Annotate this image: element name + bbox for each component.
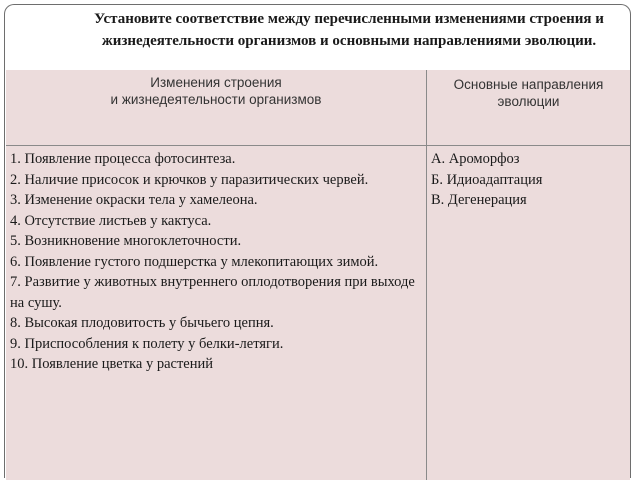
- change-item-8: 8. Высокая плодовитость у бычьего цепня.: [10, 315, 274, 331]
- directions-header-line-1: Основные направления: [453, 77, 604, 92]
- changes-header-line-2: и жизнедеятельности организмов: [110, 92, 322, 107]
- change-item-1: 1. Появление процесса фотосинтеза.: [10, 151, 236, 167]
- directions-list: [431, 149, 626, 211]
- changes-column-header: [6, 74, 426, 108]
- direction-item-a: А. Ароморфоз: [431, 151, 520, 167]
- change-item-10: 10. Появление цветка у растений: [10, 356, 213, 372]
- directions-column-header: [427, 76, 630, 110]
- directions-header-line-2: эволюции: [497, 94, 560, 109]
- change-item-2: 2. Наличие присосок и крючков у паразитических червей.: [10, 171, 369, 188]
- change-item-5: 5. Возникновение многоклеточности.: [10, 233, 242, 249]
- table-column-divider: [426, 70, 427, 480]
- change-item-6: 6. Появление густого подшерстка у млекопитающих зимой.: [10, 253, 379, 270]
- change-item-9: 9. Приспособления к полету у белки-летяги.: [10, 335, 284, 352]
- changes-header-line-1: Изменения строения: [150, 75, 282, 90]
- change-item-4: 4. Отсутствие листьев у кактуса.: [10, 212, 212, 229]
- direction-item-b: Б. Идиоадаптация: [431, 171, 543, 188]
- task-title: Установите соответствие между перечисленными изменениями строения и жизнедеятельности организмов и основными направлениями эволюции.: [94, 11, 604, 49]
- direction-item-c: В. Дегенерация: [431, 192, 527, 208]
- table-header-divider: [6, 145, 630, 146]
- change-item-7: 7. Развитие у животных внутреннего оплодотворения при выходе на сушу.: [10, 274, 415, 311]
- changes-list: [10, 149, 422, 375]
- change-item-3: 3. Изменение окраски тела у хамелеона.: [10, 192, 258, 208]
